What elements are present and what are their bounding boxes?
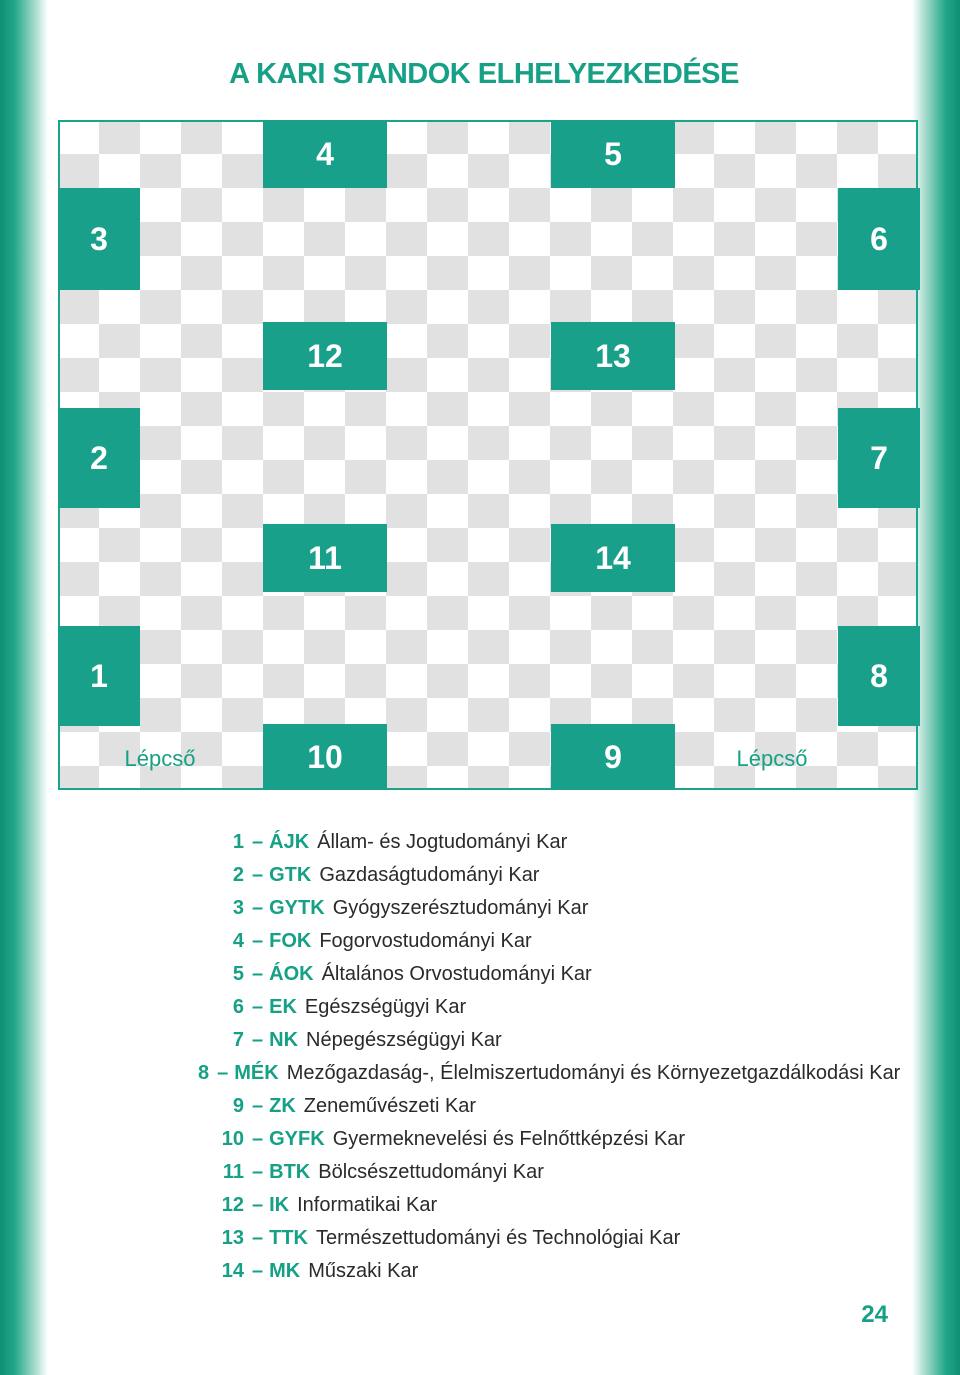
legend-row: 13 – TTK Természettudományi és Technológiai Kar — [198, 1222, 898, 1255]
legend-number: 10 — [221, 1128, 244, 1150]
legend-row: 11 – BTK Bölcsészettudományi Kar — [198, 1156, 898, 1189]
legend-faculty-name: Fogorvostudományi Kar — [319, 930, 532, 952]
legend-faculty-name: Népegészségügyi Kar — [306, 1029, 502, 1051]
legend-row: 8 – MÉK Mezőgazdaság-, Élelmiszertudományi és Környezetgazdálkodási Kar — [198, 1062, 901, 1084]
legend-abbreviation: GTK — [269, 864, 312, 886]
legend-row: 9 – ZK Zeneművészeti Kar — [198, 1090, 898, 1123]
legend-abbreviation: TTK — [269, 1227, 309, 1249]
left-edge-stripe — [0, 0, 48, 1375]
legend-abbreviation: EK — [269, 996, 297, 1018]
legend-abbreviation: ÁOK — [269, 963, 314, 985]
stand-7: 7 — [838, 408, 920, 508]
legend-number: 9 — [232, 1095, 244, 1117]
stand-1: 1 — [58, 626, 140, 726]
legend-faculty-name: Gyógyszerésztudományi Kar — [332, 897, 589, 919]
stand-9: 9 — [551, 724, 675, 790]
legend-number: 6 — [232, 996, 244, 1018]
legend-abbreviation: MK — [269, 1260, 301, 1282]
stand-13: 13 — [551, 322, 675, 390]
faculty-legend — [198, 826, 901, 1288]
legend-abbreviation: FOK — [269, 930, 312, 952]
legend-abbreviation: MÉK — [234, 1062, 279, 1084]
legend-number: 5 — [232, 963, 244, 985]
legend-number: 3 — [232, 897, 244, 919]
legend-faculty-name: Zeneművészeti Kar — [303, 1095, 477, 1117]
legend-number: 4 — [232, 930, 244, 952]
legend-abbreviation: NK — [269, 1029, 299, 1051]
legend-abbreviation: ZK — [269, 1095, 296, 1117]
legend-faculty-name: Bölcsészettudományi Kar — [318, 1161, 544, 1183]
legend-row: 6 – EK Egészségügyi Kar — [198, 991, 898, 1024]
stand-map — [58, 120, 918, 790]
legend-number: 1 — [232, 831, 244, 853]
legend-row: 3 – GYTK Gyógyszerésztudományi Kar — [198, 892, 898, 925]
legend-faculty-name: Mezőgazdaság-, Élelmiszertudományi és Környezetgazdálkodási Kar — [286, 1062, 901, 1084]
legend-abbreviation: ÁJK — [269, 831, 310, 853]
stand-2: 2 — [58, 408, 140, 508]
legend-abbreviation: GYTK — [269, 897, 325, 919]
stand-3: 3 — [58, 188, 140, 290]
legend-number: 12 — [221, 1194, 244, 1216]
stand-8: 8 — [838, 626, 920, 726]
legend-number: 14 — [221, 1260, 244, 1282]
stand-10: 10 — [263, 724, 387, 790]
legend-faculty-name: Állam- és Jogtudományi Kar — [317, 831, 568, 853]
legend-abbreviation: BTK — [269, 1161, 311, 1183]
legend-row: 5 – ÁOK Általános Orvostudományi Kar — [198, 958, 898, 991]
stand-14: 14 — [551, 524, 675, 592]
legend-number: 11 — [222, 1161, 244, 1183]
stairs-right-label: Lépcső — [736, 746, 808, 771]
stand-12: 12 — [263, 322, 387, 390]
legend-row: 12 – IK Informatikai Kar — [198, 1189, 898, 1222]
legend-row: 7 – NK Népegészségügyi Kar — [198, 1024, 898, 1057]
legend-number: 8 — [198, 1062, 210, 1084]
legend-row: 1 – ÁJK Állam- és Jogtudományi Kar — [198, 826, 898, 859]
legend-number: 7 — [232, 1029, 244, 1051]
legend-row: 4 – FOK Fogorvostudományi Kar — [198, 925, 898, 958]
legend-number: 13 — [221, 1227, 244, 1249]
legend-faculty-name: Általános Orvostudományi Kar — [321, 963, 592, 985]
legend-faculty-name: Gyermeknevelési és Felnőttképzési Kar — [332, 1128, 686, 1150]
legend-faculty-name: Műszaki Kar — [308, 1260, 419, 1282]
stand-6: 6 — [838, 188, 920, 290]
stand-4: 4 — [263, 120, 387, 188]
legend-faculty-name: Egészségügyi Kar — [304, 996, 467, 1018]
legend-row: 14 – MK Műszaki Kar — [198, 1255, 898, 1288]
legend-abbreviation: IK — [269, 1194, 290, 1216]
legend-faculty-name: Gazdaságtudományi Kar — [319, 864, 540, 886]
page-title: A KARI STANDOK ELHELYEZKEDÉSE — [229, 58, 739, 90]
page-number: 24 — [861, 1301, 888, 1328]
stand-11: 11 — [263, 524, 387, 592]
legend-faculty-name: Természettudományi és Technológiai Kar — [316, 1227, 681, 1249]
stairs-left-label: Lépcső — [124, 746, 196, 771]
stand-5: 5 — [551, 120, 675, 188]
legend-number: 2 — [232, 864, 244, 886]
legend-row: 10 – GYFK Gyermeknevelési és Felnőttképzési Kar — [198, 1123, 898, 1156]
legend-row: 2 – GTK Gazdaságtudományi Kar — [198, 859, 898, 892]
legend-abbreviation: GYFK — [269, 1128, 325, 1150]
legend-faculty-name: Informatikai Kar — [297, 1194, 438, 1216]
